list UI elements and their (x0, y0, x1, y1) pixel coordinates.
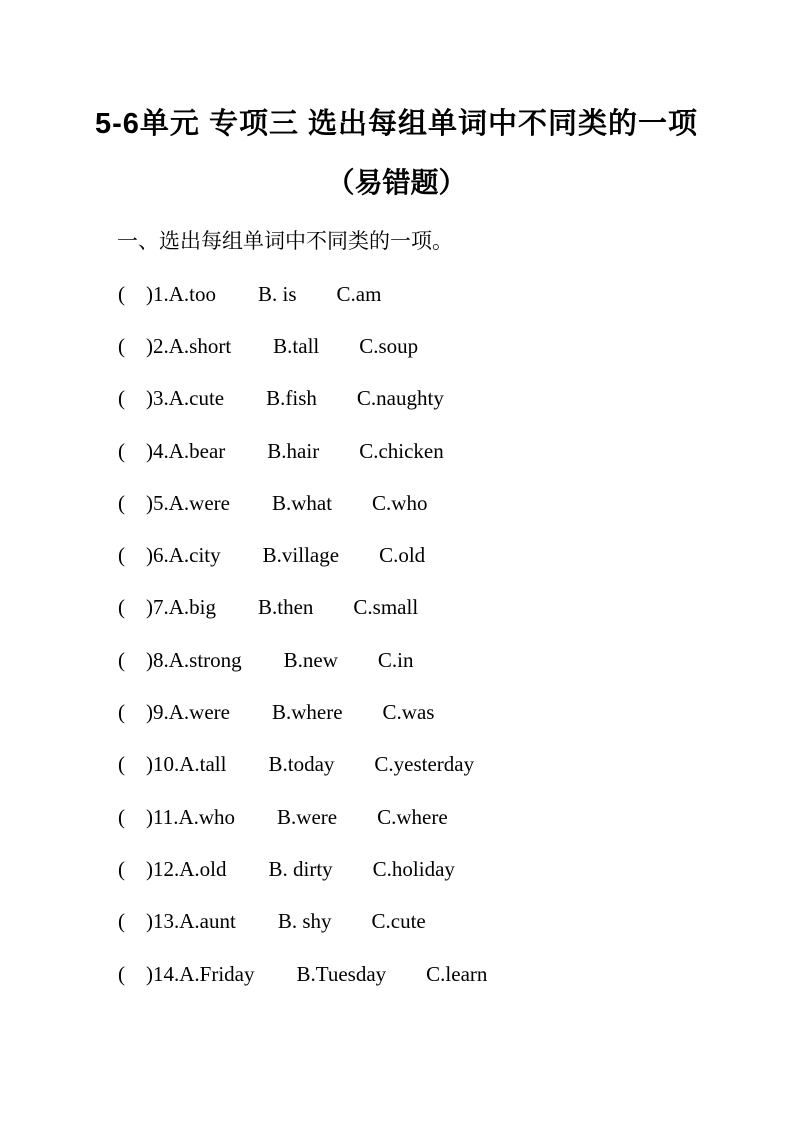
question-row-11 (118, 791, 793, 843)
question-row-13 (118, 896, 793, 948)
option-b: B.were (277, 804, 338, 829)
option-c: C.who (372, 490, 428, 515)
option-b: B. dirty (268, 856, 333, 881)
question-prefix: ( )11.A.who (118, 804, 236, 829)
option-c: C.small (353, 595, 419, 620)
option-c: C.where (377, 804, 448, 829)
option-c: C.naughty (356, 386, 444, 411)
option-c: C.am (336, 281, 382, 306)
question-row-8 (118, 634, 793, 686)
question-prefix: ( )9.A.were (118, 700, 230, 725)
question-prefix: ( )8.A.strong (118, 647, 242, 672)
question-prefix: ( )1.A.too (118, 281, 216, 306)
option-b: B.fish (266, 386, 317, 411)
question-row-6 (118, 529, 793, 581)
question-prefix: ( )13.A.aunt (118, 909, 236, 934)
option-b: B.today (268, 752, 335, 777)
page-subtitle: （易错题） (326, 167, 467, 198)
option-c: C.soup (359, 333, 419, 358)
option-b: B.tall (273, 333, 320, 358)
question-row-2 (118, 320, 793, 372)
question-row-12 (118, 843, 793, 895)
question-prefix: ( )14.A.Friday (118, 961, 255, 986)
option-b: B.then (258, 595, 314, 620)
option-c: C.chicken (359, 438, 444, 463)
question-row-9 (118, 686, 793, 738)
option-b: B.where (271, 700, 343, 725)
option-b: B.Tuesday (296, 961, 387, 986)
question-prefix: ( )2.A.short (118, 333, 232, 358)
page-title: 5-6单元 专项三 选出每组单词中不同类的一项 (94, 108, 699, 140)
option-c: C.learn (426, 961, 488, 986)
question-row-7 (118, 582, 793, 634)
question-prefix: ( )10.A.tall (118, 752, 227, 777)
question-row-14 (118, 948, 793, 1000)
option-b: B. is (258, 281, 297, 306)
question-prefix: ( )12.A.old (118, 856, 227, 881)
question-prefix: ( )5.A.were (118, 490, 230, 515)
option-c: C.yesterday (374, 752, 475, 777)
question-row-3 (118, 373, 793, 425)
question-prefix: ( )4.A.bear (118, 438, 226, 463)
question-prefix: ( )7.A.big (118, 595, 216, 620)
question-prefix: ( )3.A.cute (118, 386, 225, 411)
option-c: C.cute (371, 909, 426, 934)
option-b: B.what (271, 490, 333, 515)
option-c: C.in (377, 647, 414, 672)
question-row-4 (118, 425, 793, 477)
option-c: C.was (382, 700, 435, 725)
option-b: B.hair (267, 438, 320, 463)
question-row-10 (118, 739, 793, 791)
option-b: B.new (283, 647, 338, 672)
option-b: B.village (262, 543, 340, 568)
option-c: C.old (379, 543, 426, 568)
section-heading: 一、选出每组单词中不同类的一项。 (117, 229, 453, 253)
option-b: B. shy (277, 909, 332, 934)
question-row-5 (118, 477, 793, 529)
question-list (0, 268, 793, 1000)
question-prefix: ( )6.A.city (118, 543, 221, 568)
question-row-1 (118, 268, 793, 320)
option-c: C.holiday (372, 856, 455, 881)
